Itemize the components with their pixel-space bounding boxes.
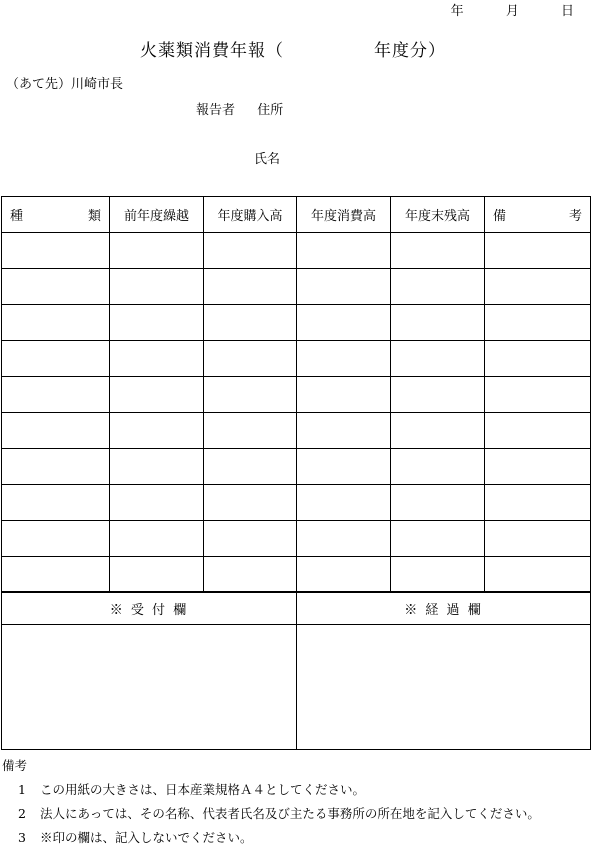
table-row [2,305,591,341]
table-cell[interactable] [391,413,485,449]
table-cell[interactable] [485,377,591,413]
table-cell[interactable] [485,413,591,449]
table-cell[interactable] [2,377,110,413]
table-cell[interactable] [2,413,110,449]
note-text: ※印の欄は、記入しないでください。 [40,830,253,845]
addressee: （あて先）川崎市長 [6,77,124,92]
table-cell[interactable] [110,305,204,341]
table-row [2,485,591,521]
table-cell[interactable] [204,377,297,413]
table-cell[interactable] [2,269,110,305]
table-row [2,377,591,413]
table-cell[interactable] [204,413,297,449]
header-prev-balance: 前年度繰越 [110,197,204,233]
table-cell[interactable] [2,557,110,593]
consumption-table [1,196,591,593]
table-cell[interactable] [297,341,391,377]
table-cell[interactable] [485,341,591,377]
table-row [2,449,591,485]
table-row [2,269,591,305]
table-cell[interactable] [204,485,297,521]
table-cell[interactable] [297,233,391,269]
table-cell[interactable] [110,341,204,377]
received-header: ※ 受 付 欄 [2,592,297,625]
progress-header: ※ 経 過 欄 [297,592,591,625]
table-cell[interactable] [2,233,110,269]
table-cell[interactable] [110,521,204,557]
name-row [254,148,280,167]
table-cell[interactable] [391,233,485,269]
table-cell[interactable] [204,305,297,341]
table-cell[interactable] [485,521,591,557]
table-cell[interactable] [110,377,204,413]
table-cell[interactable] [297,305,391,341]
document-title: 火薬類消費年報（ 年度分） [140,41,446,61]
progress-box [297,625,591,750]
reporter-address-row [196,99,283,118]
table-cell[interactable] [297,485,391,521]
table-row [2,233,591,269]
table-cell[interactable] [204,269,297,305]
table-cell[interactable] [204,521,297,557]
note-number: 2 [18,806,26,821]
table-cell[interactable] [485,269,591,305]
table-cell[interactable] [2,341,110,377]
table-cell[interactable] [485,449,591,485]
note-item [2,826,540,850]
table-cell[interactable] [204,449,297,485]
date-day: 日 [560,4,574,19]
table-cell[interactable] [297,377,391,413]
table-row [2,557,591,593]
table-row [2,341,591,377]
table-row [2,413,591,449]
table-cell[interactable] [391,557,485,593]
table-cell[interactable] [110,557,204,593]
table-cell[interactable] [485,485,591,521]
header-type: 種 類 [2,197,110,233]
table-cell[interactable] [297,269,391,305]
table-cell[interactable] [204,557,297,593]
date-line [451,0,574,19]
name-label: 氏名 [254,152,281,167]
table-cell[interactable] [204,233,297,269]
table-cell[interactable] [391,521,485,557]
table-header-row [2,197,591,233]
table-cell[interactable] [2,485,110,521]
reception-table [1,591,591,750]
table-cell[interactable] [2,449,110,485]
note-item [2,802,540,826]
note-item [2,778,540,802]
table-cell[interactable] [110,485,204,521]
header-remarks: 備 考 [485,197,591,233]
table-cell[interactable] [110,233,204,269]
table-cell[interactable] [485,557,591,593]
table-cell[interactable] [485,233,591,269]
table-cell[interactable] [297,449,391,485]
table-cell[interactable] [297,557,391,593]
address-label: 住所 [257,103,284,118]
table-cell[interactable] [391,377,485,413]
table-cell[interactable] [485,305,591,341]
reporter-label: 報告者 [196,103,236,118]
table-cell[interactable] [391,485,485,521]
table-cell[interactable] [204,341,297,377]
table-cell[interactable] [297,413,391,449]
table-body [2,233,591,593]
table-cell[interactable] [2,305,110,341]
table-row [2,521,591,557]
received-box [2,625,297,750]
header-consumption: 年度消費高 [297,197,391,233]
note-number: 3 [18,830,26,845]
table-cell[interactable] [391,449,485,485]
header-purchase: 年度購入高 [204,197,297,233]
note-number: 1 [18,782,26,797]
table-cell[interactable] [391,269,485,305]
table-cell[interactable] [391,341,485,377]
table-cell[interactable] [391,305,485,341]
table-cell[interactable] [297,521,391,557]
table-cell[interactable] [110,269,204,305]
header-remaining: 年度末残高 [391,197,485,233]
table-cell[interactable] [2,521,110,557]
date-month: 月 [505,4,519,19]
date-year: 年 [450,4,464,19]
notes [2,754,540,850]
note-text: この用紙の大きさは、日本産業規格Ａ４としてください。 [40,782,366,797]
notes-heading: 備考 [2,758,28,773]
table-cell[interactable] [110,413,204,449]
table-cell[interactable] [110,449,204,485]
note-text: 法人にあっては、その名称、代表者氏名及び主たる事務所の所在地を記入してください。 [40,806,540,821]
